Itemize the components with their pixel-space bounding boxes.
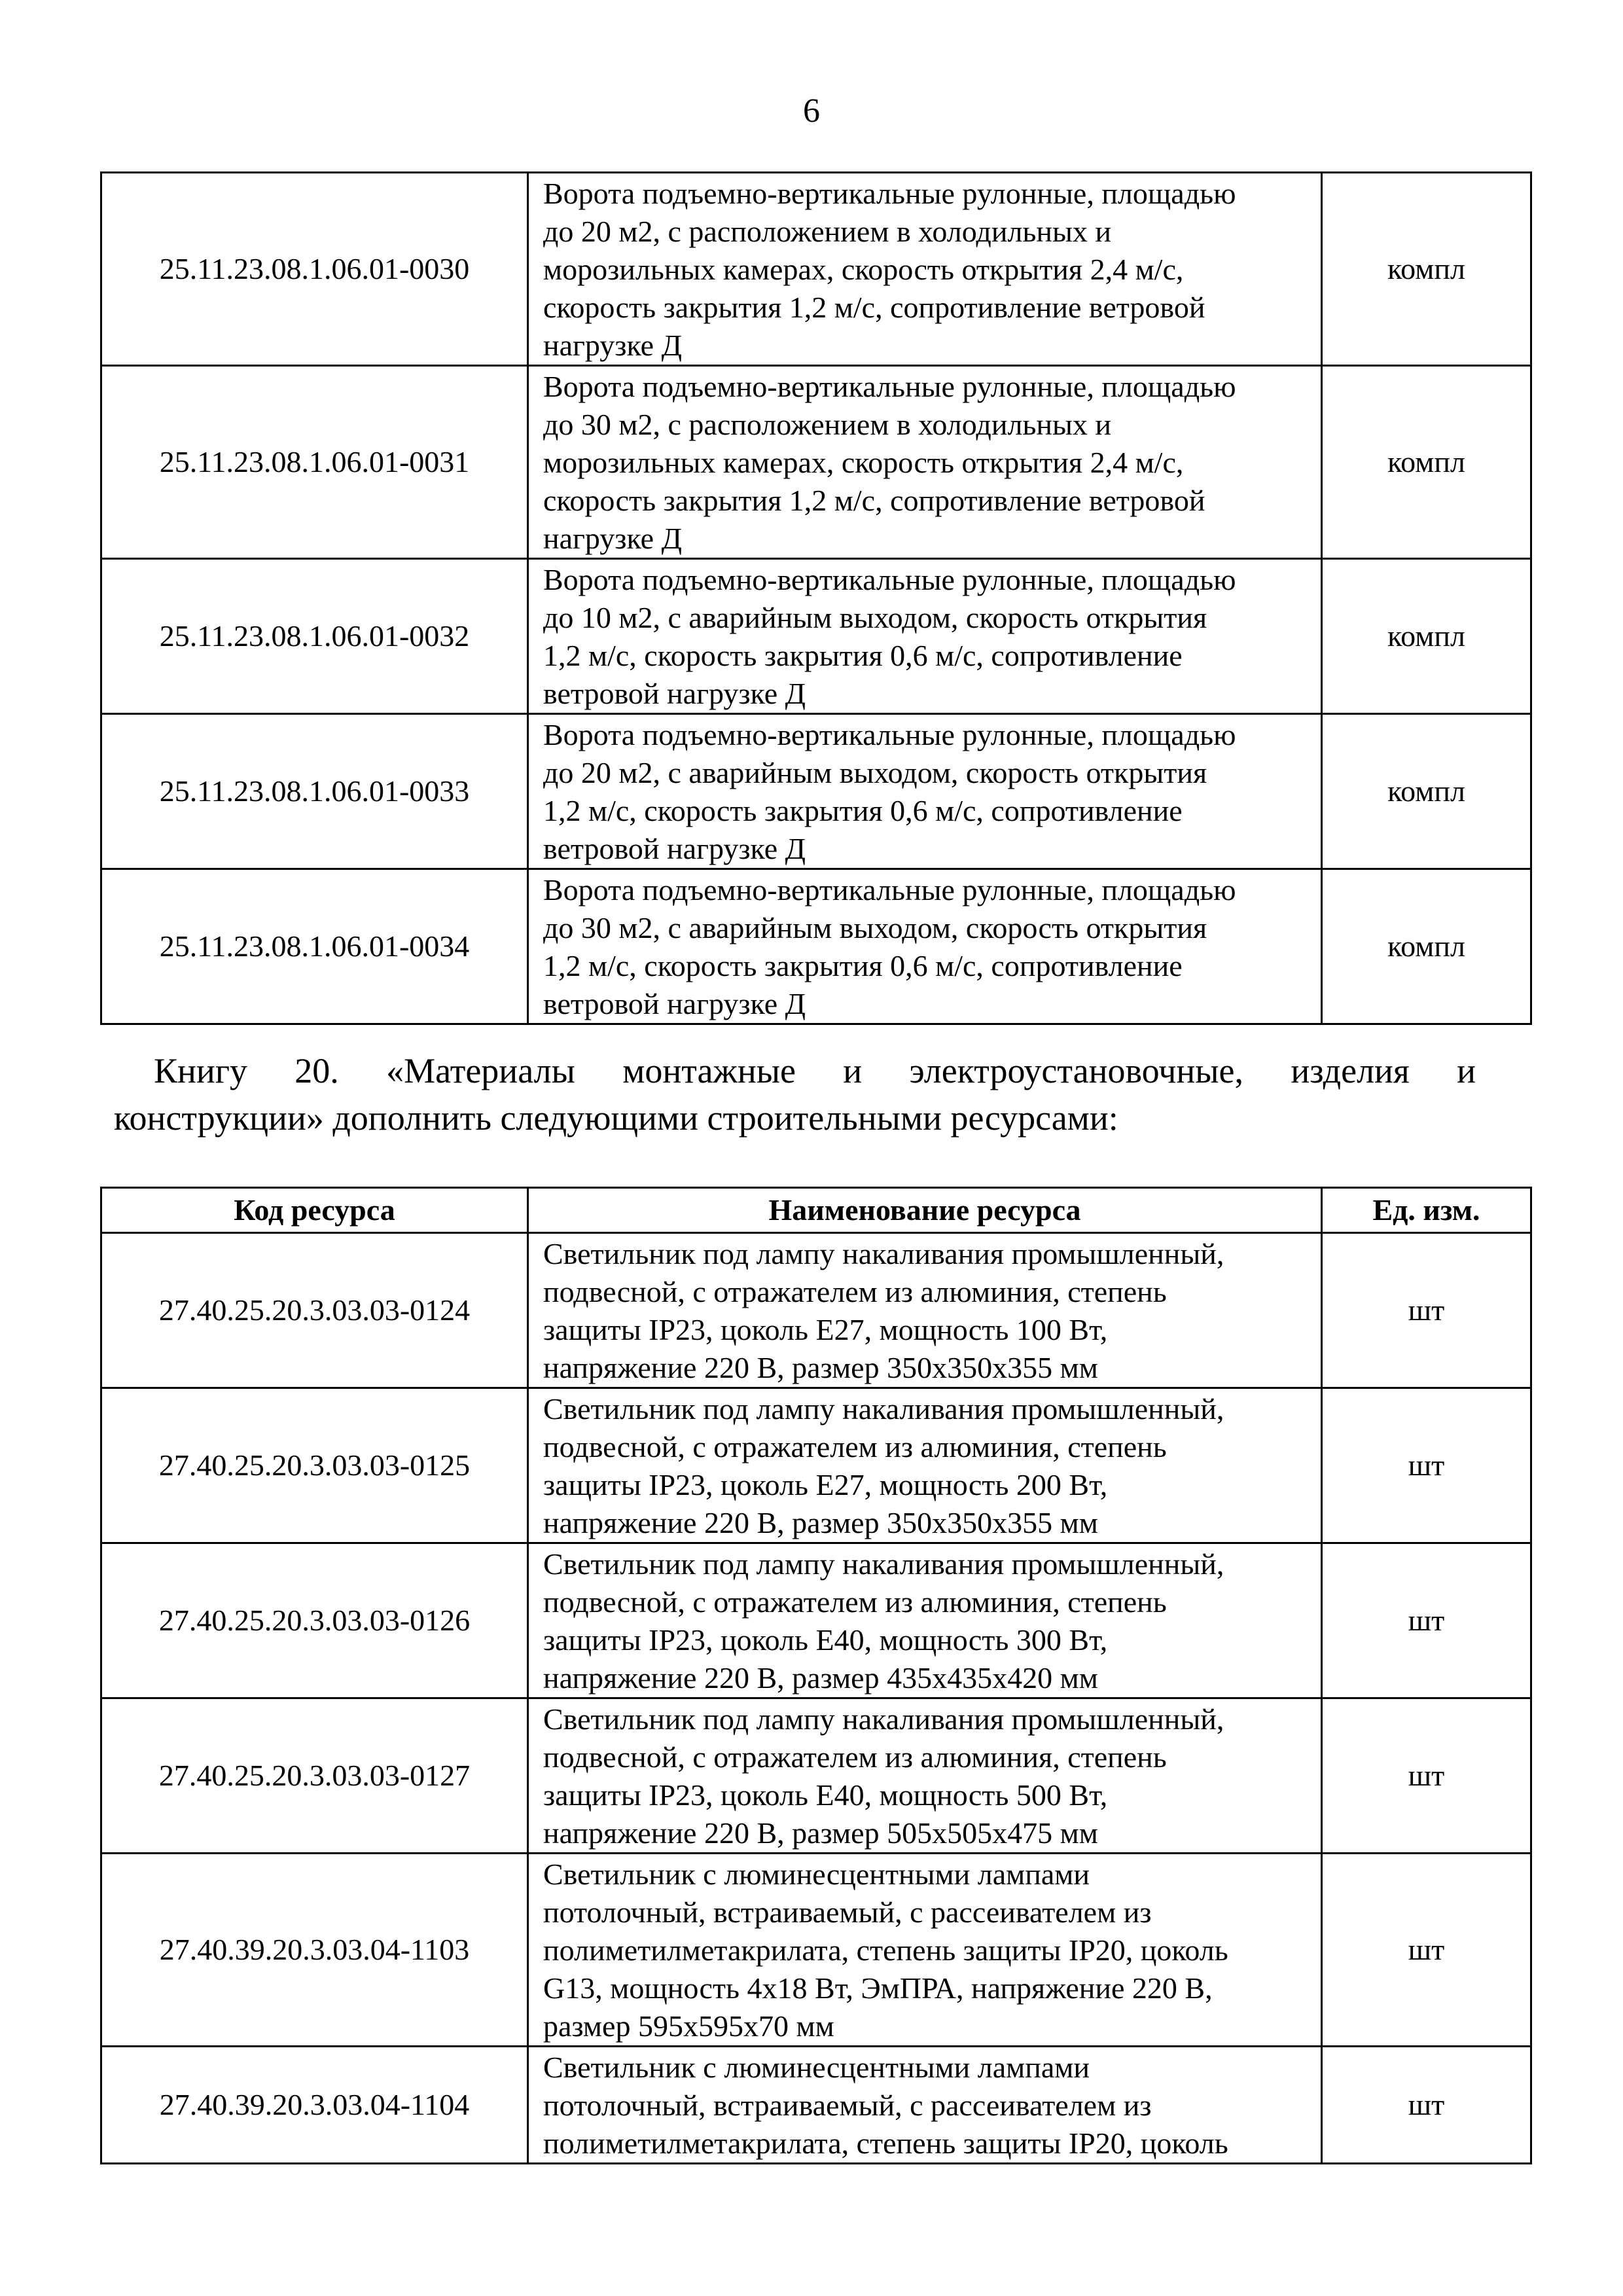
table-row [101, 173, 1531, 366]
resource-code: 27.40.39.20.3.03.04-1103 [101, 1854, 528, 2047]
resource-code: 25.11.23.08.1.06.01-0032 [101, 559, 528, 714]
table-row [101, 869, 1531, 1024]
table-row [101, 559, 1531, 714]
resource-code: 27.40.39.20.3.03.04-1104 [101, 2047, 528, 2164]
resource-code: 27.40.25.20.3.03.03-0127 [101, 1698, 528, 1854]
resource-code: 25.11.23.08.1.06.01-0033 [101, 714, 528, 869]
resource-name: Ворота подъемно-вертикальные рулонные, площадью до 10 м2, с аварийным выходом, скорость открытия 1,2 м/с, скорость закрытия 0,6 м/с, сопротивление ветровой нагрузке Д [528, 559, 1322, 714]
resource-code: 25.11.23.08.1.06.01-0034 [101, 869, 528, 1024]
resource-name: Ворота подъемно-вертикальные рулонные, площадью до 30 м2, с расположением в холодильных и морозильных камерах, скорость открытия 2,4 м/с, скорость закрытия 1,2 м/с, сопротивление ветровой нагрузке Д [528, 366, 1322, 559]
resource-code: 27.40.25.20.3.03.03-0124 [101, 1233, 528, 1388]
table-header-row [101, 1188, 1531, 1233]
resource-table-new [100, 1187, 1532, 2164]
table-row [101, 1233, 1531, 1388]
resource-name: Ворота подъемно-вертикальные рулонные, площадью до 30 м2, с аварийным выходом, скорость открытия 1,2 м/с, скорость закрытия 0,6 м/с, сопротивление ветровой нагрузке Д [528, 869, 1322, 1024]
resource-unit: компл [1322, 869, 1531, 1024]
instruction-paragraph [114, 1047, 1476, 1141]
column-header-name: Наименование ресурса [528, 1188, 1322, 1233]
resource-name: Ворота подъемно-вертикальные рулонные, площадью до 20 м2, с расположением в холодильных и морозильных камерах, скорость открытия 2,4 м/с, скорость закрытия 1,2 м/с, сопротивление ветровой нагрузке Д [528, 173, 1322, 366]
resource-table-continued [100, 171, 1532, 1025]
column-header-unit: Ед. изм. [1322, 1188, 1531, 1233]
table-row [101, 1388, 1531, 1543]
resource-unit: шт [1322, 1854, 1531, 2047]
resource-code: 25.11.23.08.1.06.01-0030 [101, 173, 528, 366]
table-row [101, 714, 1531, 869]
resource-name: Ворота подъемно-вертикальные рулонные, площадью до 20 м2, с аварийным выходом, скорость открытия 1,2 м/с, скорость закрытия 0,6 м/с, сопротивление ветровой нагрузке Д [528, 714, 1322, 869]
resource-name: Светильник под лампу накаливания промышленный, подвесной, с отражателем из алюминия, степень защиты IP23, цоколь Е40, мощность 500 Вт, напряжение 220 В, размер 505х505х475 мм [528, 1698, 1322, 1854]
resource-unit: шт [1322, 1233, 1531, 1388]
resource-unit: компл [1322, 559, 1531, 714]
resource-name: Светильник под лампу накаливания промышленный, подвесной, с отражателем из алюминия, степень защиты IP23, цоколь Е27, мощность 100 Вт, напряжение 220 В, размер 350х350х355 мм [528, 1233, 1322, 1388]
resource-unit: шт [1322, 1543, 1531, 1698]
page-number: 6 [803, 92, 820, 130]
resource-unit: шт [1322, 1698, 1531, 1854]
paragraph-line: Книгу 20. «Материалы монтажные и электроустановочные, изделия и [154, 1051, 1476, 1090]
resource-name: Светильник под лампу накаливания промышленный, подвесной, с отражателем из алюминия, степень защиты IP23, цоколь Е40, мощность 300 Вт, напряжение 220 В, размер 435х435х420 мм [528, 1543, 1322, 1698]
resource-code: 27.40.25.20.3.03.03-0125 [101, 1388, 528, 1543]
resource-code: 27.40.25.20.3.03.03-0126 [101, 1543, 528, 1698]
resource-unit: шт [1322, 1388, 1531, 1543]
table-row [101, 1854, 1531, 2047]
column-header-code: Код ресурса [101, 1188, 528, 1233]
table-row [101, 366, 1531, 559]
resource-code: 25.11.23.08.1.06.01-0031 [101, 366, 528, 559]
table-row [101, 1543, 1531, 1698]
resource-name: Светильник с люминесцентными лампами потолочный, встраиваемый, с рассеивателем из полиметилметакрилата, степень защиты IP20, цоколь [528, 2047, 1322, 2164]
table-row [101, 1698, 1531, 1854]
resource-name: Светильник с люминесцентными лампами потолочный, встраиваемый, с рассеивателем из полиметилметакрилата, степень защиты IP20, цоколь G13, мощность 4х18 Вт, ЭмПРА, напряжение 220 В, размер 595х595х70 мм [528, 1854, 1322, 2047]
paragraph-line: конструкции» дополнить следующими строительными ресурсами: [114, 1098, 1118, 1138]
resource-unit: компл [1322, 173, 1531, 366]
resource-name: Светильник под лампу накаливания промышленный, подвесной, с отражателем из алюминия, степень защиты IP23, цоколь Е27, мощность 200 Вт, напряжение 220 В, размер 350х350х355 мм [528, 1388, 1322, 1543]
resource-unit: шт [1322, 2047, 1531, 2164]
resource-unit: компл [1322, 366, 1531, 559]
resource-unit: компл [1322, 714, 1531, 869]
table-row [101, 2047, 1531, 2164]
